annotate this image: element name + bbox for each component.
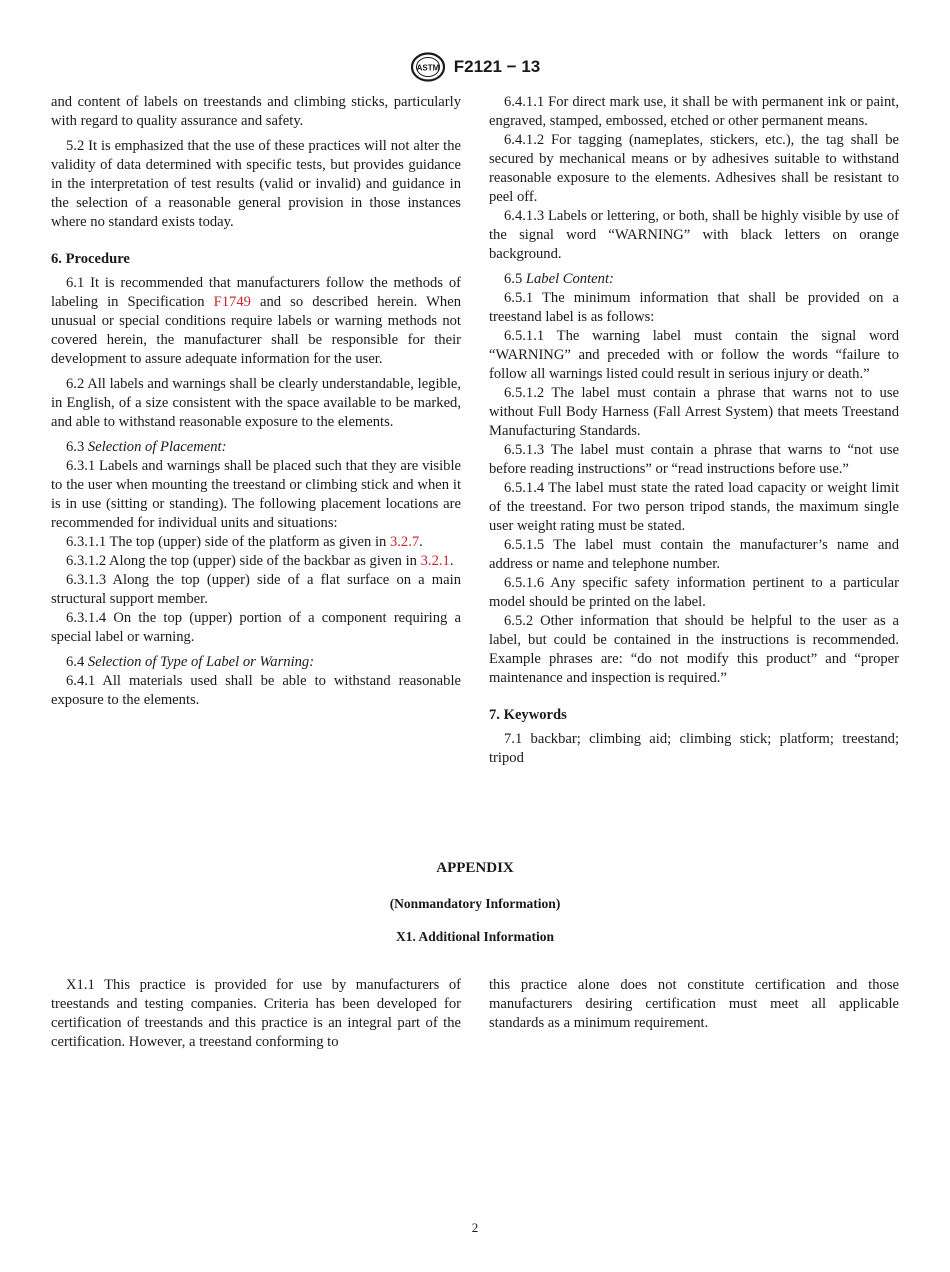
- svg-text:ASTM: ASTM: [416, 63, 440, 73]
- paragraph-6-3-1-3: 6.3.1.3 Along the top (upper) side of a flat surface on a main structural support member.: [51, 572, 461, 607]
- appendix-header: [0, 860, 950, 945]
- paragraph-6-5-1: 6.5.1 The minimum information that shall be provided on a treestand label is as follows:: [489, 290, 899, 325]
- paragraph-6-5-1-2: 6.5.1.2 The label must contain a phrase that warns not to use without Full Body Harness (Fall Arrest System) that meets Treestand Manufacturing Standards.: [489, 385, 899, 439]
- paragraph-x1-1-continued: this practice alone does not constitute certification and those manufacturers desiring certification must meet all applicable standards as a minimum requirement.: [489, 977, 899, 1031]
- appendix-left-column: [51, 976, 461, 1052]
- paragraph-6-4-1: 6.4.1 All materials used shall be able to withstand reasonable exposure to the elements.: [51, 673, 461, 708]
- paragraph-6-4-1-3: 6.4.1.3 Labels or lettering, or both, shall be highly visible by use of the signal word “WARNING” with black letters on orange background.: [489, 208, 899, 262]
- paragraph-6-3-1: 6.3.1 Labels and warnings shall be placed such that they are visible to the user when mounting the treestand or climbing stick and when it is in use (sitting or standing). The following placement locations are recommended for individual units and situations:: [51, 458, 461, 531]
- paragraph-6-1: 6.1 It is recommended that manufacturers follow the methods of labeling in Specification F1749 and so described herein. When unusual or special conditions require labels or warning methods not covered herein, the manufacturer shall be responsible for their development to assure adequate information for the user.: [51, 275, 461, 367]
- link-3-2-7[interactable]: 3.2.7: [389, 534, 420, 550]
- paragraph-6-5-2: 6.5.2 Other information that should be helpful to the user as a label, but could be contained in the instructions is recommended. Example phrases are: “do not modify this product” and “proper maintenance and inspection is required.”: [489, 613, 899, 686]
- document-designation: F2121 − 13: [453, 57, 541, 76]
- page-header: [0, 52, 950, 82]
- paragraph-6-4-1-2: 6.4.1.2 For tagging (nameplates, stickers, etc.), the tag shall be secured by mechanical means or by adhesives suitable to withstand reasonable exposure to the elements. Adhesives shall be resistant to peel off.: [489, 132, 899, 205]
- left-column: [51, 93, 461, 710]
- section-heading-keywords: 7. Keywords: [489, 707, 567, 723]
- paragraph-6-3-1-2: 6.3.1.2 Along the top (upper) side of the backbar as given in 3.2.1.: [66, 553, 454, 569]
- astm-logo-icon: [410, 52, 446, 82]
- paragraph-6-5-1-4: 6.5.1.4 The label must state the rated load capacity or weight limit of the treestand. For two person tripod stands, the maximum single user weight rating must be stated.: [489, 480, 899, 534]
- link-f1749[interactable]: F1749: [213, 294, 251, 310]
- paragraph-6-4: 6.4 Selection of Type of Label or Warning:: [66, 654, 315, 670]
- paragraph-6-4-1-1: 6.4.1.1 For direct mark use, it shall be with permanent ink or paint, engraved, stamped, embossed, etched or other permanent means.: [489, 94, 899, 129]
- section-heading-procedure: 6. Procedure: [51, 251, 130, 267]
- paragraph-6-5-1-6: 6.5.1.6 Any specific safety information pertinent to a particular model should be printed on the label.: [489, 575, 899, 610]
- appendix-right-column: [489, 976, 899, 1033]
- page-number: 2: [471, 1220, 479, 1235]
- paragraph-7-1: 7.1 backbar; climbing aid; climbing stick; platform; treestand; tripod: [489, 731, 899, 766]
- paragraph-6-3: 6.3 Selection of Placement:: [66, 439, 227, 455]
- link-3-2-1[interactable]: 3.2.1: [420, 553, 450, 569]
- paragraph-6-5-1-1: 6.5.1.1 The warning label must contain the signal word “WARNING” and preceded with or follow the words “failure to follow all warnings listed could result in serious injury or death.”: [489, 328, 899, 382]
- paragraph-x1-1: X1.1 This practice is provided for use by manufacturers of treestands and testing companies. Criteria has been developed for certification of treestands and this practice is an integral part of the certification. However, a treestand conforming to: [51, 977, 461, 1050]
- appendix-section-heading: X1. Additional Information: [396, 929, 554, 944]
- paragraph-6-2: 6.2 All labels and warnings shall be clearly understandable, legible, in English, of a size consistent with the space available to be marked, and able to withstand reasonable exposure to the elements.: [51, 376, 461, 430]
- paragraph-6-5-1-3: 6.5.1.3 The label must contain a phrase that warns to “not use before reading instructions” or “read instructions before use.”: [489, 442, 899, 477]
- appendix-title: APPENDIX: [436, 860, 514, 876]
- paragraph-5-1-continued: and content of labels on treestands and climbing sticks, particularly with regard to quality assurance and safety.: [51, 94, 461, 129]
- paragraph-5-2: 5.2 It is emphasized that the use of these practices will not alter the validity of data determined with specific tests, but provides guidance in the interpretation of test results (valid or invalid) and guidance in the selection of a reasonable general provision in those instances where no standard exists today.: [51, 138, 461, 230]
- paragraph-6-5: 6.5 Label Content:: [504, 271, 614, 287]
- paragraph-6-3-1-1: 6.3.1.1 The top (upper) side of the platform as given in 3.2.7.: [66, 534, 423, 550]
- right-column: [489, 93, 899, 768]
- appendix-subtitle: (Nonmandatory Information): [389, 896, 561, 911]
- paragraph-6-5-1-5: 6.5.1.5 The label must contain the manufacturer’s name and address or name and telephone number.: [489, 537, 899, 572]
- paragraph-6-3-1-4: 6.3.1.4 On the top (upper) portion of a component requiring a special label or warning.: [51, 610, 461, 645]
